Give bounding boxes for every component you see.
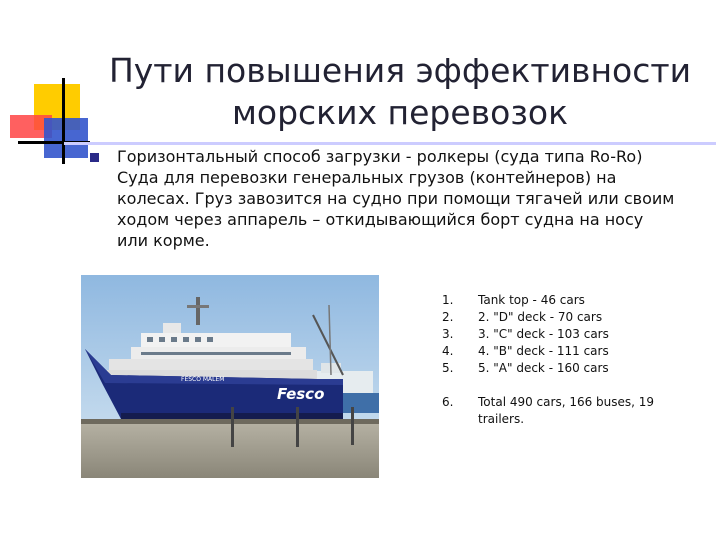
list-item-text: Total 490 cars, 166 buses, 19 trailers.	[478, 395, 655, 426]
bullet-body: Суда для перевозки генеральных грузов (контейнеров) на колесах. Груз завозится на судно при помощи тягачей или своим ходом через аппарель – откидывающийся борт судна на носу или корме.	[117, 168, 675, 250]
bullet-square-icon	[90, 153, 99, 162]
list-item-number: 3.	[442, 327, 454, 341]
decor-vertical-line	[62, 78, 65, 164]
decor-blue-square	[44, 118, 88, 158]
list-item	[442, 394, 692, 428]
list-item-text: 4. "B" deck - 111 cars	[478, 344, 609, 358]
list-item-number: 4.	[442, 344, 454, 358]
list-item-text: 3. "C" deck - 103 cars	[478, 327, 609, 341]
bullet-text	[117, 146, 677, 251]
hull-name-label: FESCO MALEM	[181, 376, 225, 383]
slide-title: Пути повышения эффективности морских перевозок	[108, 51, 692, 132]
list-item	[442, 292, 692, 309]
bullet-heading: Горизонтальный способ загрузки - ролкеры (суда типа Ro-Ro)	[117, 147, 643, 166]
list-spacer	[442, 377, 692, 394]
list-item-text: 5. "A" deck - 160 cars	[478, 361, 609, 375]
list-item-number: 2.	[442, 310, 454, 324]
list-item-text: 2. "D" deck - 70 cars	[478, 310, 603, 324]
list-item	[442, 360, 692, 377]
list-item-number: 5.	[442, 361, 454, 375]
list-item-number: 1.	[442, 293, 454, 307]
capacity-list	[442, 292, 692, 428]
list-item	[442, 326, 692, 343]
title-divider	[64, 142, 716, 145]
list-item-text: Tank top - 46 cars	[478, 293, 585, 307]
fesco-logo: Fesco	[277, 385, 325, 403]
ship-photo	[81, 275, 379, 478]
list-item-number: 6.	[442, 395, 454, 409]
list-item	[442, 309, 692, 326]
list-item	[442, 343, 692, 360]
